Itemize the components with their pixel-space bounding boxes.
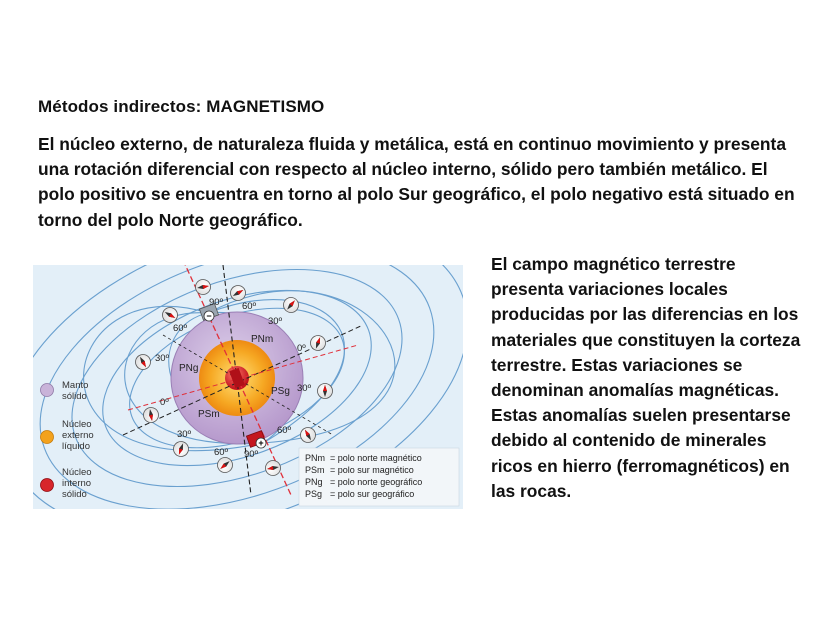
outer-core-legend-label-2: externo (62, 430, 94, 441)
mantle-legend-label-2: sólido (62, 391, 87, 402)
earth-magnetic-field-diagram (33, 265, 463, 509)
inner-core-legend-label-2: interno (62, 478, 92, 489)
key-desc-png: = polo norte geográfico (330, 477, 423, 487)
outer-core-legend-swatch (41, 431, 54, 444)
key-desc-psm: = polo sur magnético (330, 465, 414, 475)
label-psm: PSm (198, 409, 220, 420)
key-abbr-png: PNg (305, 477, 323, 487)
key-desc-psg: = polo sur geográfico (330, 489, 415, 499)
key-desc-pnm: = polo norte magnético (330, 453, 422, 463)
label-png: PNg (179, 363, 199, 374)
inner-core-legend-swatch (41, 479, 54, 492)
side-text (491, 252, 811, 504)
mantle-legend-label-1: Manto (62, 380, 89, 391)
magnetic-field-figure (33, 265, 463, 509)
label-pnm: PNm (251, 334, 274, 345)
angle-90-bottom: 90º (244, 449, 259, 460)
compass-icon (318, 384, 333, 399)
outer-core-legend-label-3: líquido (62, 441, 90, 452)
slide-title: Métodos indirectos: MAGNETISMO (38, 97, 325, 116)
side-paragraph-1: El campo magnético terrestre presenta variaciones locales producidas por las diferencias en los materiales que constituyen la corteza terrestre. Estas variaciones se denominan anomalías magnéticas. (491, 254, 801, 401)
angle-60-right: 60º (277, 425, 292, 436)
angle-60-top-right: 60º (242, 301, 257, 312)
angle-0-right: 0º (297, 343, 306, 354)
inner-core-legend-label-3: sólido (62, 489, 87, 500)
angle-60-bottom: 60º (214, 447, 229, 458)
key-abbr-psg: PSg (305, 489, 323, 499)
intro-paragraph: El núcleo externo, de naturaleza fluida y metálica, está en continuo movimiento y presenta una rotación diferencial con respecto al núcleo interno, sólido pero también metálico. El polo positivo se encuentra en torno al polo Sur geográfico, el polo negativo está situado en torno del polo Norte geográfico. (38, 134, 795, 230)
pole-sign-bottom: + (258, 438, 264, 448)
angle-30-top-right: 30º (268, 316, 283, 327)
angle-60-top-left: 60º (173, 323, 188, 334)
side-paragraph-2: Estas anomalías suelen presentarse debido al contenido de minerales ricos en hierro (ferromagnéticos) en las rocas. (491, 405, 791, 501)
angle-0-left: 0º (160, 397, 169, 408)
key-abbr-psm: PSm (305, 465, 325, 475)
abbreviation-key (299, 448, 459, 506)
angle-30-right: 30º (297, 383, 312, 394)
label-psg: PSg (271, 386, 290, 397)
outer-core-legend-label-1: Núcleo (62, 419, 92, 430)
inner-core-legend-label-1: Núcleo (62, 467, 92, 478)
angle-30-bottom-left: 30º (177, 429, 192, 440)
angle-90-top: 90º (209, 297, 224, 308)
key-abbr-pnm: PNm (305, 453, 325, 463)
mantle-legend-swatch (41, 384, 54, 397)
pole-sign-top: − (206, 311, 212, 321)
angle-30-left: 30º (155, 353, 170, 364)
